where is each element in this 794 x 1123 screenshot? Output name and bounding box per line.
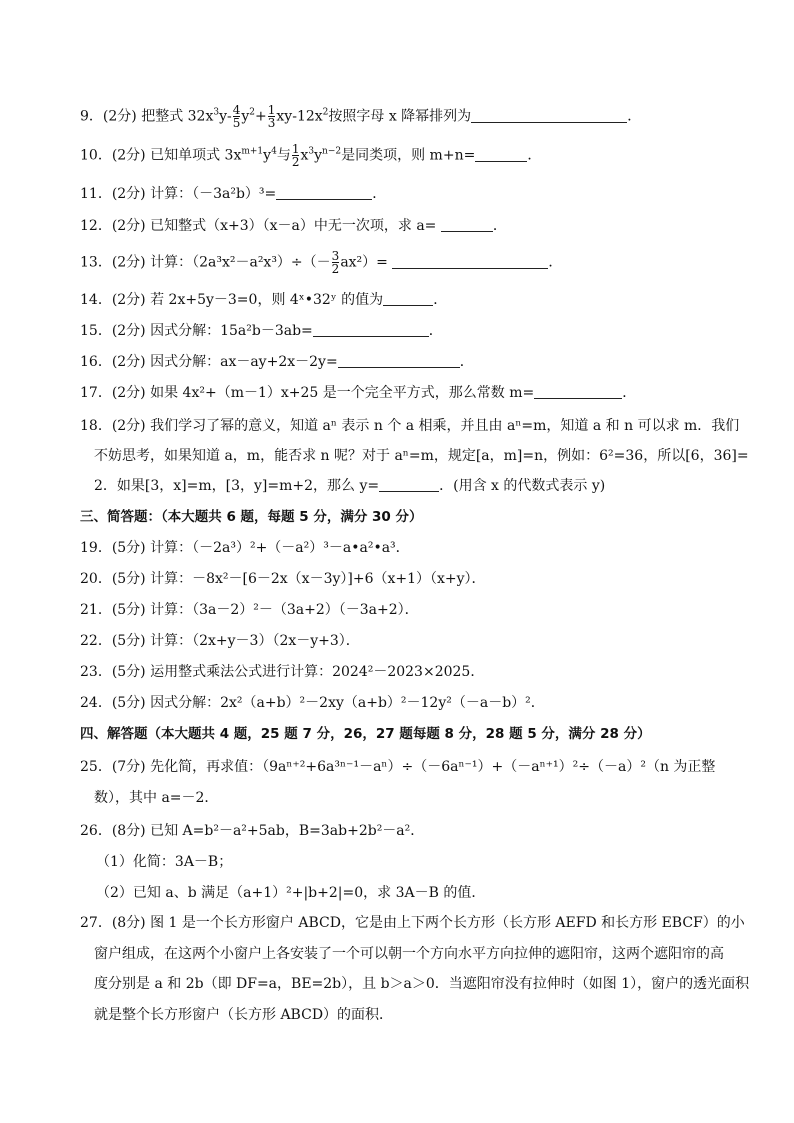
q9-text: +: [255, 108, 267, 125]
period: ．: [492, 218, 507, 234]
period: ．: [627, 108, 642, 125]
question-17: [80, 383, 734, 403]
answer-blank[interactable]: [383, 291, 433, 306]
period: ．: [433, 292, 448, 308]
period: ．: [459, 354, 474, 370]
q9-text: xy-12x: [276, 108, 323, 125]
question-20: 20．(5分) 计算：－8x²－[6－2x（x－3y）]+6（x+1）（x+y）．: [80, 571, 486, 587]
question-27-line-4: 就是整个长方形窗户（长方形 ABCD）的面积．: [94, 1007, 394, 1023]
q18-text: ．(用含 x 的代数式表示 y): [439, 478, 606, 494]
fraction-3-2: $\frac{3}{2}$: [331, 249, 340, 276]
question-27-line-1: 27．(8分) 图 1 是一个长方形窗户 ABCD，它是由上下两个长方形（长方形 AEFD 和长方形 EBCF）的小: [80, 915, 745, 931]
question-26-part-1: （1）化简：3A－B；: [96, 854, 233, 870]
question-12: [80, 216, 734, 236]
question-21: 21．(5分) 计算：（3a－2）²－（3a+2）（－3a+2）．: [80, 602, 419, 618]
sup: 4: [271, 146, 277, 157]
fraction-4-5: $\frac{4}{5}$: [232, 103, 241, 130]
question-18-line-3: [94, 476, 734, 496]
q13-text: ax²）=: [340, 254, 393, 271]
answer-blank[interactable]: [276, 185, 372, 200]
question-19: 19．(5分) 计算：（－2a³）²+（－a²）³－a•a²•a³．: [80, 540, 410, 556]
sup: 3: [213, 107, 220, 118]
period: ．: [622, 385, 637, 401]
q17-text: 17．(2分) 如果 4x²+（m－1）x+25 是一个完全平方式，那么常数 m=: [80, 385, 535, 401]
sup: 2: [322, 107, 329, 118]
question-27-line-2: 窗户组成，在这两个小窗户上各安装了一个可以朝一个方向水平方向拉伸的遮阳帘，这两个遮阳帘的高: [94, 946, 724, 962]
answer-blank[interactable]: [475, 147, 527, 162]
question-10: [80, 143, 734, 168]
period: ．: [548, 254, 563, 271]
q13-text: 13．(2分) 计算：（2a³x²－a²x³）÷（－: [80, 254, 331, 271]
q15-text: 15．(2分) 因式分解：15a²b－3ab=: [80, 323, 313, 339]
q10-text: x: [300, 147, 309, 164]
question-18-line-2: 不妨思考，如果知道 a，m，能否求 n 呢？对于 aⁿ=m，规定[a，m]=n，例如：6²=36，所以[6，36]=: [94, 448, 749, 464]
question-9: [80, 104, 734, 129]
answer-blank[interactable]: [471, 108, 627, 123]
q18-text: 2．如果[3，x]=m，[3，y]=m+2，那么 y=: [94, 478, 380, 494]
answer-blank[interactable]: [379, 477, 439, 492]
q12-text: 12．(2分) 已知整式（x+3）（x－a）中无一次项，求 a=: [80, 218, 441, 234]
q10-tail: 是同类项，则 m+n=: [341, 147, 476, 164]
question-13: [80, 250, 734, 275]
question-25-line-1: 25．(7分) 先化简，再求值：（9aⁿ⁺²+6a³ⁿ⁻¹－aⁿ）÷（－6aⁿ⁻¹）+（－aⁿ⁺¹）²÷（－a）²（n 为正整: [80, 759, 716, 775]
q14-text: 14．(2分) 若 2x+5y－3=0，则 4ˣ•32ʸ 的值为: [80, 292, 384, 308]
fraction-1-2: $\frac{1}{2}$: [291, 142, 300, 169]
q16-text: 16．(2分) 因式分解：ax－ay+2x－2y=: [80, 354, 338, 370]
q10-text: y: [263, 147, 272, 164]
question-24: 24．(5分) 因式分解：2x²（a+b）²－2xy（a+b）²－12y²（－a－b）²．: [80, 695, 545, 711]
period: ．: [372, 186, 387, 202]
q10-prefix: 10．(2分) 已知单项式 3x: [80, 147, 242, 164]
section-3-heading: 三、简答题：（本大题共 6 题，每题 5 分，满分 30 分）: [80, 509, 423, 525]
q10-text: 与: [276, 147, 291, 164]
question-22: 22．(5分) 计算：（2x+y－3）（2x－y+3）．: [80, 633, 360, 649]
sup: m+1: [241, 146, 264, 157]
question-18-line-1: 18．(2分) 我们学习了幂的意义，知道 aⁿ 表示 n 个 a 相乘，并且由 aⁿ=m，知道 a 和 n 可以求 m．我们: [80, 418, 740, 434]
answer-blank[interactable]: [338, 353, 460, 368]
q11-text: 11．(2分) 计算：（－3a²b）³=: [80, 186, 277, 202]
section-4-heading: 四、解答题（本大题共 4 题，25 题 7 分，26，27 题每题 8 分，28 题 5 分，满分 28 分）: [80, 726, 651, 742]
answer-blank[interactable]: [313, 322, 429, 337]
question-23: 23．(5分) 运用整式乘法公式进行计算：2024²－2023×2025．: [80, 664, 485, 680]
q10-text: y: [314, 147, 323, 164]
q9-tail: 按照字母 x 降幂排列为: [328, 108, 472, 125]
sup: 2: [249, 107, 256, 118]
sup: n−2: [322, 146, 342, 157]
period: ．: [527, 147, 542, 164]
q9-prefix: 9．(2分) 把整式 32x: [80, 108, 214, 125]
question-11: [80, 184, 734, 204]
question-25-line-2: 数），其中 a=－2．: [94, 790, 219, 806]
period: ．: [428, 323, 443, 339]
question-27-line-3: 度分别是 a 和 2b（即 DF=a，BE=2b），且 b＞a＞0．当遮阳帘没有拉伸时（如图 1），窗户的透光面积: [94, 976, 750, 992]
question-16: [80, 352, 734, 372]
question-26-line-1: 26．(8分) 已知 A=b²－a²+5ab，B=3ab+2b²－a²．: [80, 823, 425, 839]
q9-text: y-: [219, 108, 232, 125]
fraction-1-3: $\frac{1}{3}$: [267, 103, 276, 130]
answer-blank[interactable]: [392, 254, 548, 269]
answer-blank[interactable]: [441, 217, 493, 232]
answer-blank[interactable]: [534, 384, 622, 399]
q9-text: y: [241, 108, 250, 125]
question-15: [80, 321, 734, 341]
question-14: [80, 290, 734, 310]
question-26-part-2: （2）已知 a、b 满足（a+1）²+|b+2|=0，求 3A－B 的值．: [96, 885, 486, 901]
sup: 3: [308, 146, 315, 157]
